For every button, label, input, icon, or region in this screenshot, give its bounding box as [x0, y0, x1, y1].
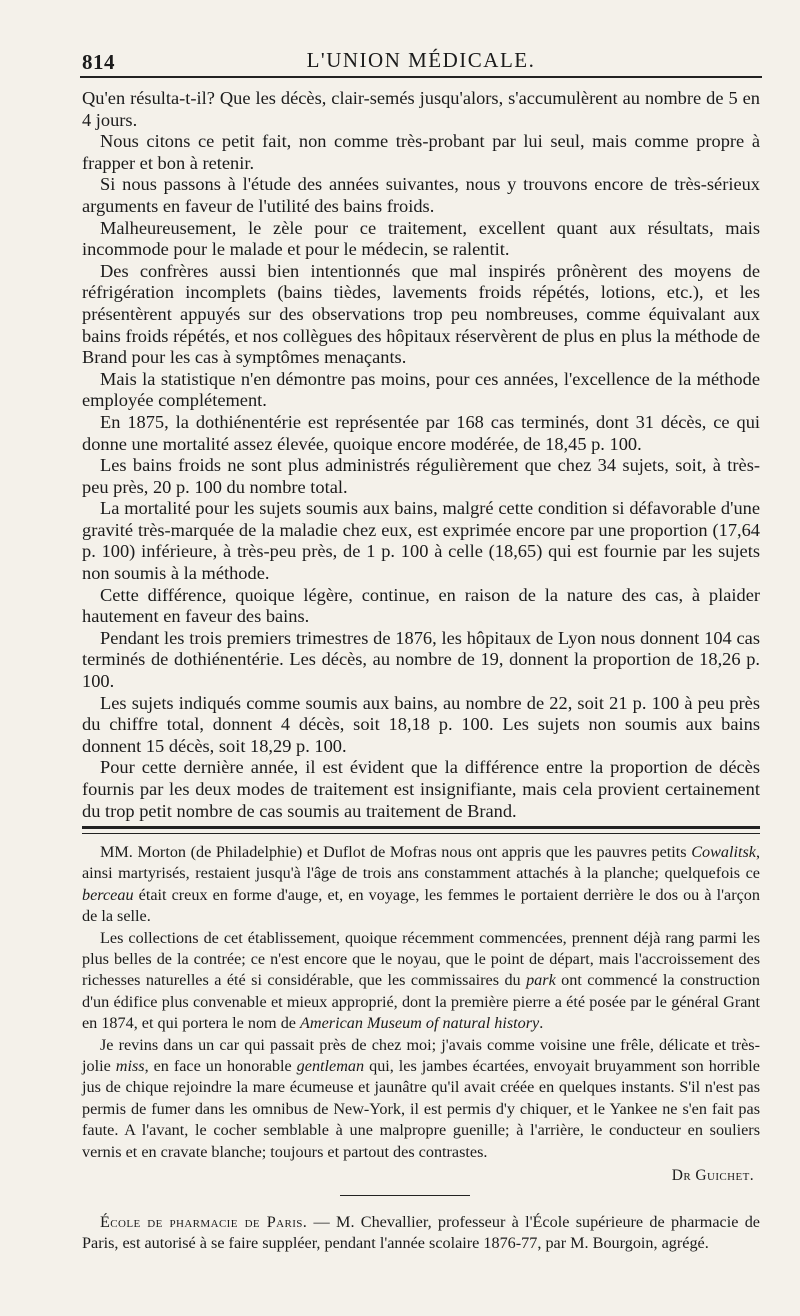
running-title: L'UNION MÉDICALE.: [306, 48, 536, 72]
paragraph: La mortalité pour les sujets soumis aux bains, malgré cette condition si défavorable d'une gravité très-marquée de la maladie chez eux, est exprimée encore par une proportion (17,64 p. 100) inférieure, à très-peu près, de 1 p. 100 à celle (18,65) qui est fournie par les sujets non soumis à la méthode.: [82, 498, 760, 584]
author-signature: Dr Guichet.: [671, 1167, 754, 1185]
text-span: Les collections de cet établissement, quoique récemment commencées, prennent déjà rang parmi les plus belles de la contrée; ce n'est encore que le noyau, que le point de départ, mais l'accroissement des richesses naturelles a été si considérable, que les commissaires du: [82, 928, 760, 990]
section-separator: [82, 826, 760, 832]
paragraph: Les sujets indiqués comme soumis aux bains, au nombre de 22, soit 21 p. 100 à peu près du chiffre total, donnent 4 décès, soit 18,18 p. 100. Les sujets non soumis aux bains donnent 15 décès, soit 18,29 p. 100.: [82, 692, 760, 756]
note-paragraph: [82, 842, 760, 928]
paragraph: Pour cette dernière année, il est évident que la différence entre la proportion de décès fournis par les deux modes de traitement est insignifiante, mais cela provient certainement du trop petit nombre de cas soumis au traitement de Brand.: [82, 757, 760, 821]
announcement-paragraph: [82, 1212, 760, 1255]
text-span: Je revins dans un car qui passait près de chez moi; j'avais comme voisine une frêle, délicate et très-jolie: [82, 1035, 760, 1076]
paragraph: Cette différence, quoique légère, continue, en raison de la nature des cas, à plaider hautement en faveur des bains.: [82, 584, 760, 627]
paragraph: En 1875, la dothiénentérie est représentée par 168 cas terminés, dont 31 décès, ce qui donne une mortalité assez élevée, quoique encore modérée, de 18,45 p. 100.: [82, 411, 760, 454]
main-text: [82, 88, 760, 822]
italic-term: miss: [115, 1057, 145, 1076]
italic-term: gentleman: [296, 1057, 365, 1076]
italic-term: park: [526, 971, 556, 990]
text-span: qui, les jambes écartées, envoyait bruyamment son horrible jus de chique rejoindre la mare écumeuse et jaunâtre qu'il avait créée en quelques instants. S'il n'est pas permis de fumer dans les omnibus de New-York, il est permis d'y chiquer, et le Yankee ne s'en fait pas faute. A l'avant, le cocher semblable à une malpropre guenille; à l'arrière, le conducteur en souliers vernis et en cravate blanche; toujours et partout des contrastes.: [82, 1057, 760, 1161]
text-span: était creux en forme d'auge, et, en voyage, les femmes le portaient derrière le dos ou à l'arçon de la selle.: [82, 885, 760, 926]
italic-term: berceau: [82, 885, 134, 904]
text-span: MM. Morton (de Philadelphie) et Duflot de Mofras nous ont appris que les pauvres petits: [100, 843, 692, 861]
text-span: ont commencé la construction d'un édifice plus convenable et mieux approprié, dont la première pierre a été posée par le général Grant en 1874, et qui portera le nom de: [82, 971, 760, 1033]
announcement: [82, 1212, 760, 1255]
text-span: .: [539, 1014, 544, 1033]
page-header: [82, 44, 760, 76]
paragraph: Si nous passons à l'étude des années suivantes, nous y trouvons encore de très-sérieux arguments en faveur de l'utilité des bains froids.: [82, 174, 760, 216]
paragraph: Malheureusement, le zèle pour ce traitement, excellent quant aux résultats, mais incommode pour le malade et pour le médecin, se ralentit.: [82, 217, 760, 260]
italic-term: American Museum of natural history: [300, 1014, 540, 1033]
paragraph: Pendant les trois premiers trimestres de 1876, les hôpitaux de Lyon nous donnent 104 cas terminés de dothiénentérie. Les décès, au nombre de 19, donnent la proportion de 18,26 p. 100.: [82, 627, 760, 692]
page-number: 814: [82, 50, 115, 74]
note-paragraph: [82, 1035, 760, 1163]
paragraph: Nous citons ce petit fait, non comme très-probant par lui seul, mais comme propre à frapper et bon à retenir.: [82, 131, 760, 173]
paragraph: Les bains froids ne sont plus administrés régulièrement que chez 34 sujets, soit, à très-peu près, 20 p. 100 du nombre total.: [82, 455, 760, 497]
text-span: , ainsi martyrisés, restaient jusqu'à l'âge de trois ans constamment attachés à la planche; quelquefois ce: [82, 843, 760, 883]
short-rule: [340, 1195, 470, 1196]
announcement-text: — M. Chevallier, professeur à l'École supérieure de pharmacie de Paris, est autorisé à se faire suppléer, pendant l'année scolaire 1876-77, par M. Bourgoin, agrégé.: [82, 1213, 760, 1253]
announcement-heading: École de pharmacie de Paris.: [100, 1213, 308, 1231]
paragraph: Mais la statistique n'en démontre pas moins, pour ces années, l'excellence de la méthode employée complétement.: [82, 368, 760, 411]
header-rule: [80, 76, 762, 78]
italic-term: Cowalitsk: [691, 843, 756, 861]
note-paragraph: [82, 928, 760, 1035]
text-span: , en face un honorable: [144, 1057, 297, 1076]
paragraph: Qu'en résulta-t-il? Que les décès, clair-semés jusqu'alors, s'accumulèrent au nombre de 5 en 4 jours.: [82, 88, 760, 130]
paragraph: Des confrères aussi bien intentionnés que mal inspirés prônèrent des moyens de réfrigération incomplets (bains tièdes, lavements froids répétés, lotions, etc.), et les présentèrent appuyés sur des observations trop peu nombreuses, comme équivalant aux bains froids répétés, et nos collègues des hôpitaux réservèrent de plus en plus la méthode de Brand pour les cas à symptômes menaçants.: [82, 260, 760, 368]
feuilleton-notes: [82, 842, 760, 1187]
